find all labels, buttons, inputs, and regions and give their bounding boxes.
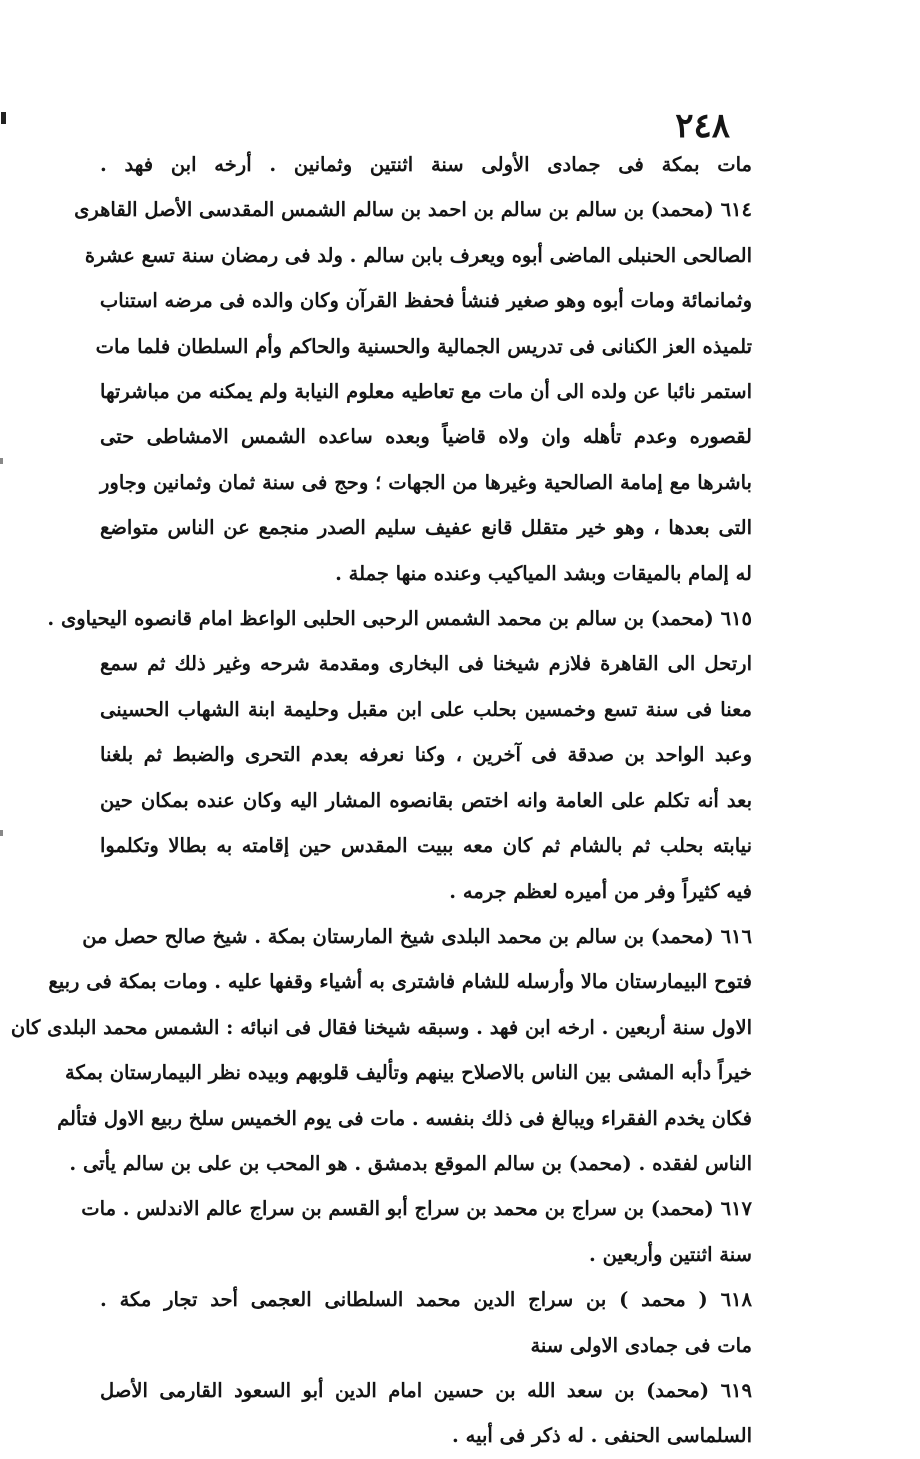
margin-mark xyxy=(0,458,3,464)
text-line: لقصوره وعدم تأهله وان ولاه قاضياً وبعده ساعده الشمس الامشاطى حتى xyxy=(100,425,752,449)
text-line: السلماسى الحنفى . له ذكر فى أبيه . xyxy=(452,1424,752,1448)
text-line: مات فى جمادى الاولى سنة xyxy=(530,1333,752,1357)
entry-614-line: ٦١٤ (محمد) بن سالم بن سالم بن احمد بن سالم الشمس المقدسى الأصل القاهرى xyxy=(74,198,752,222)
entry-616-line: ٦١٦ (محمد) بن سالم بن محمد البلدى شيخ المارستان بمكة . شيخ صالح حصل من xyxy=(82,924,752,948)
text-line: الصالحى الحنبلى الماضى أبوه ويعرف بابن سالم . ولد فى رمضان سنة تسع عشرة xyxy=(84,243,752,267)
text-line: بعد أنه تكلم على العامة وانه اختص بقانصوه المشار اليه وكان عنده بمكان حين xyxy=(100,788,752,812)
text-line: وثمانمائة ومات أبوه وهو صغير فنشأ فحفظ القرآن وكان والده فى مرضه استناب xyxy=(99,289,752,313)
text-line: فتوح البيمارستان مالا وأرسله للشام فاشترى به أشياء وقفها عليه . ومات بمكة فى ربيع xyxy=(48,970,752,994)
text-line: باشرها مع إمامة الصالحية وغيرها من الجهات ؛ وحج فى سنة ثمان وثمانين وجاور xyxy=(100,470,752,494)
page-number: ٢٤٨ xyxy=(675,106,730,146)
entry-618-line: ٦١٨ ( محمد ) بن سراج الدين محمد السلطانى العجمى أحد تجار مكة . xyxy=(100,1288,752,1312)
text-line: له إلمام بالميقات وبشد المياكيب وعنده منها جملة . xyxy=(335,561,752,585)
text-line: وعبد الواحد بن صدقة فى آخرين ، وكنا نعرفه بعدم التحرى والضبط ثم بلغنا xyxy=(100,743,752,767)
text-line: خيراً دأبه المشى بين الناس بالاصلاح بينهم وتأليف قلوبهم وبيده نظر البيمارستان بمكة xyxy=(65,1061,752,1085)
margin-mark xyxy=(0,830,3,836)
entry-619-line: ٦١٩ (محمد) بن سعد الله بن حسين امام الدين أبو السعود القارمى الأصل xyxy=(100,1378,752,1402)
entry-615-line: ٦١٥ (محمد) بن سالم بن محمد الشمس الرحبى الحلبى الواعظ امام قانصوه اليحياوى . xyxy=(47,607,752,631)
entry-617-line: ٦١٧ (محمد) بن سراج بن محمد بن سراج أبو القسم بن سراج عالم الاندلس . مات xyxy=(81,1197,752,1221)
text-line: معنا فى سنة تسع وخمسين بحلب على ابن مقبل وحليمة ابنة الشهاب الحسينى xyxy=(100,697,752,721)
text-line: سنة اثنتين وأربعين . xyxy=(589,1242,752,1266)
text-line: تلميذه العز الكنانى فى تدريس الجمالية والحسنية والحاكم وأم السلطان فلما مات xyxy=(95,334,752,358)
text-line: فكان يخدم الفقراء ويبالغ فى ذلك بنفسه . مات فى يوم الخميس سلخ ربيع الاول فتألم xyxy=(57,1106,752,1130)
margin-mark xyxy=(1,112,6,124)
text-line: ارتحل الى القاهرة فلازم شيخنا فى البخارى ومقدمة شرحه وغير ذلك ثم سمع xyxy=(100,652,752,676)
text-line: استمر نائبا عن ولده الى أن مات مع تعاطيه معلوم النيابة ولم يمكنه من مباشرتها xyxy=(100,380,752,404)
text-line: الاول سنة أربعين . ارخه ابن فهد . وسبقه شيخنا فقال فى انبائه : الشمس محمد البلدى كان xyxy=(10,1015,752,1039)
text-line: الناس لفقده . (محمد) بن سالم الموقع بدمشق . هو المحب بن على بن سالم يأتى . xyxy=(69,1151,752,1175)
page-body-text xyxy=(10,142,752,1459)
text-line: فيه كثيراً وفر من أميره لعظم جرمه . xyxy=(449,879,752,903)
text-line: التى بعدها ، وهو خير متقلل قانع عفيف سليم الصدر منجمع عن الناس متواضع xyxy=(100,516,752,540)
text-line: نيابته بحلب ثم بالشام ثم كان معه ببيت المقدس حين إقامته به بطالا وتكلموا xyxy=(100,834,752,858)
text-line: مات بمكة فى جمادى الأولى سنة اثنتين وثمانين . أرخه ابن فهد . xyxy=(100,153,752,176)
